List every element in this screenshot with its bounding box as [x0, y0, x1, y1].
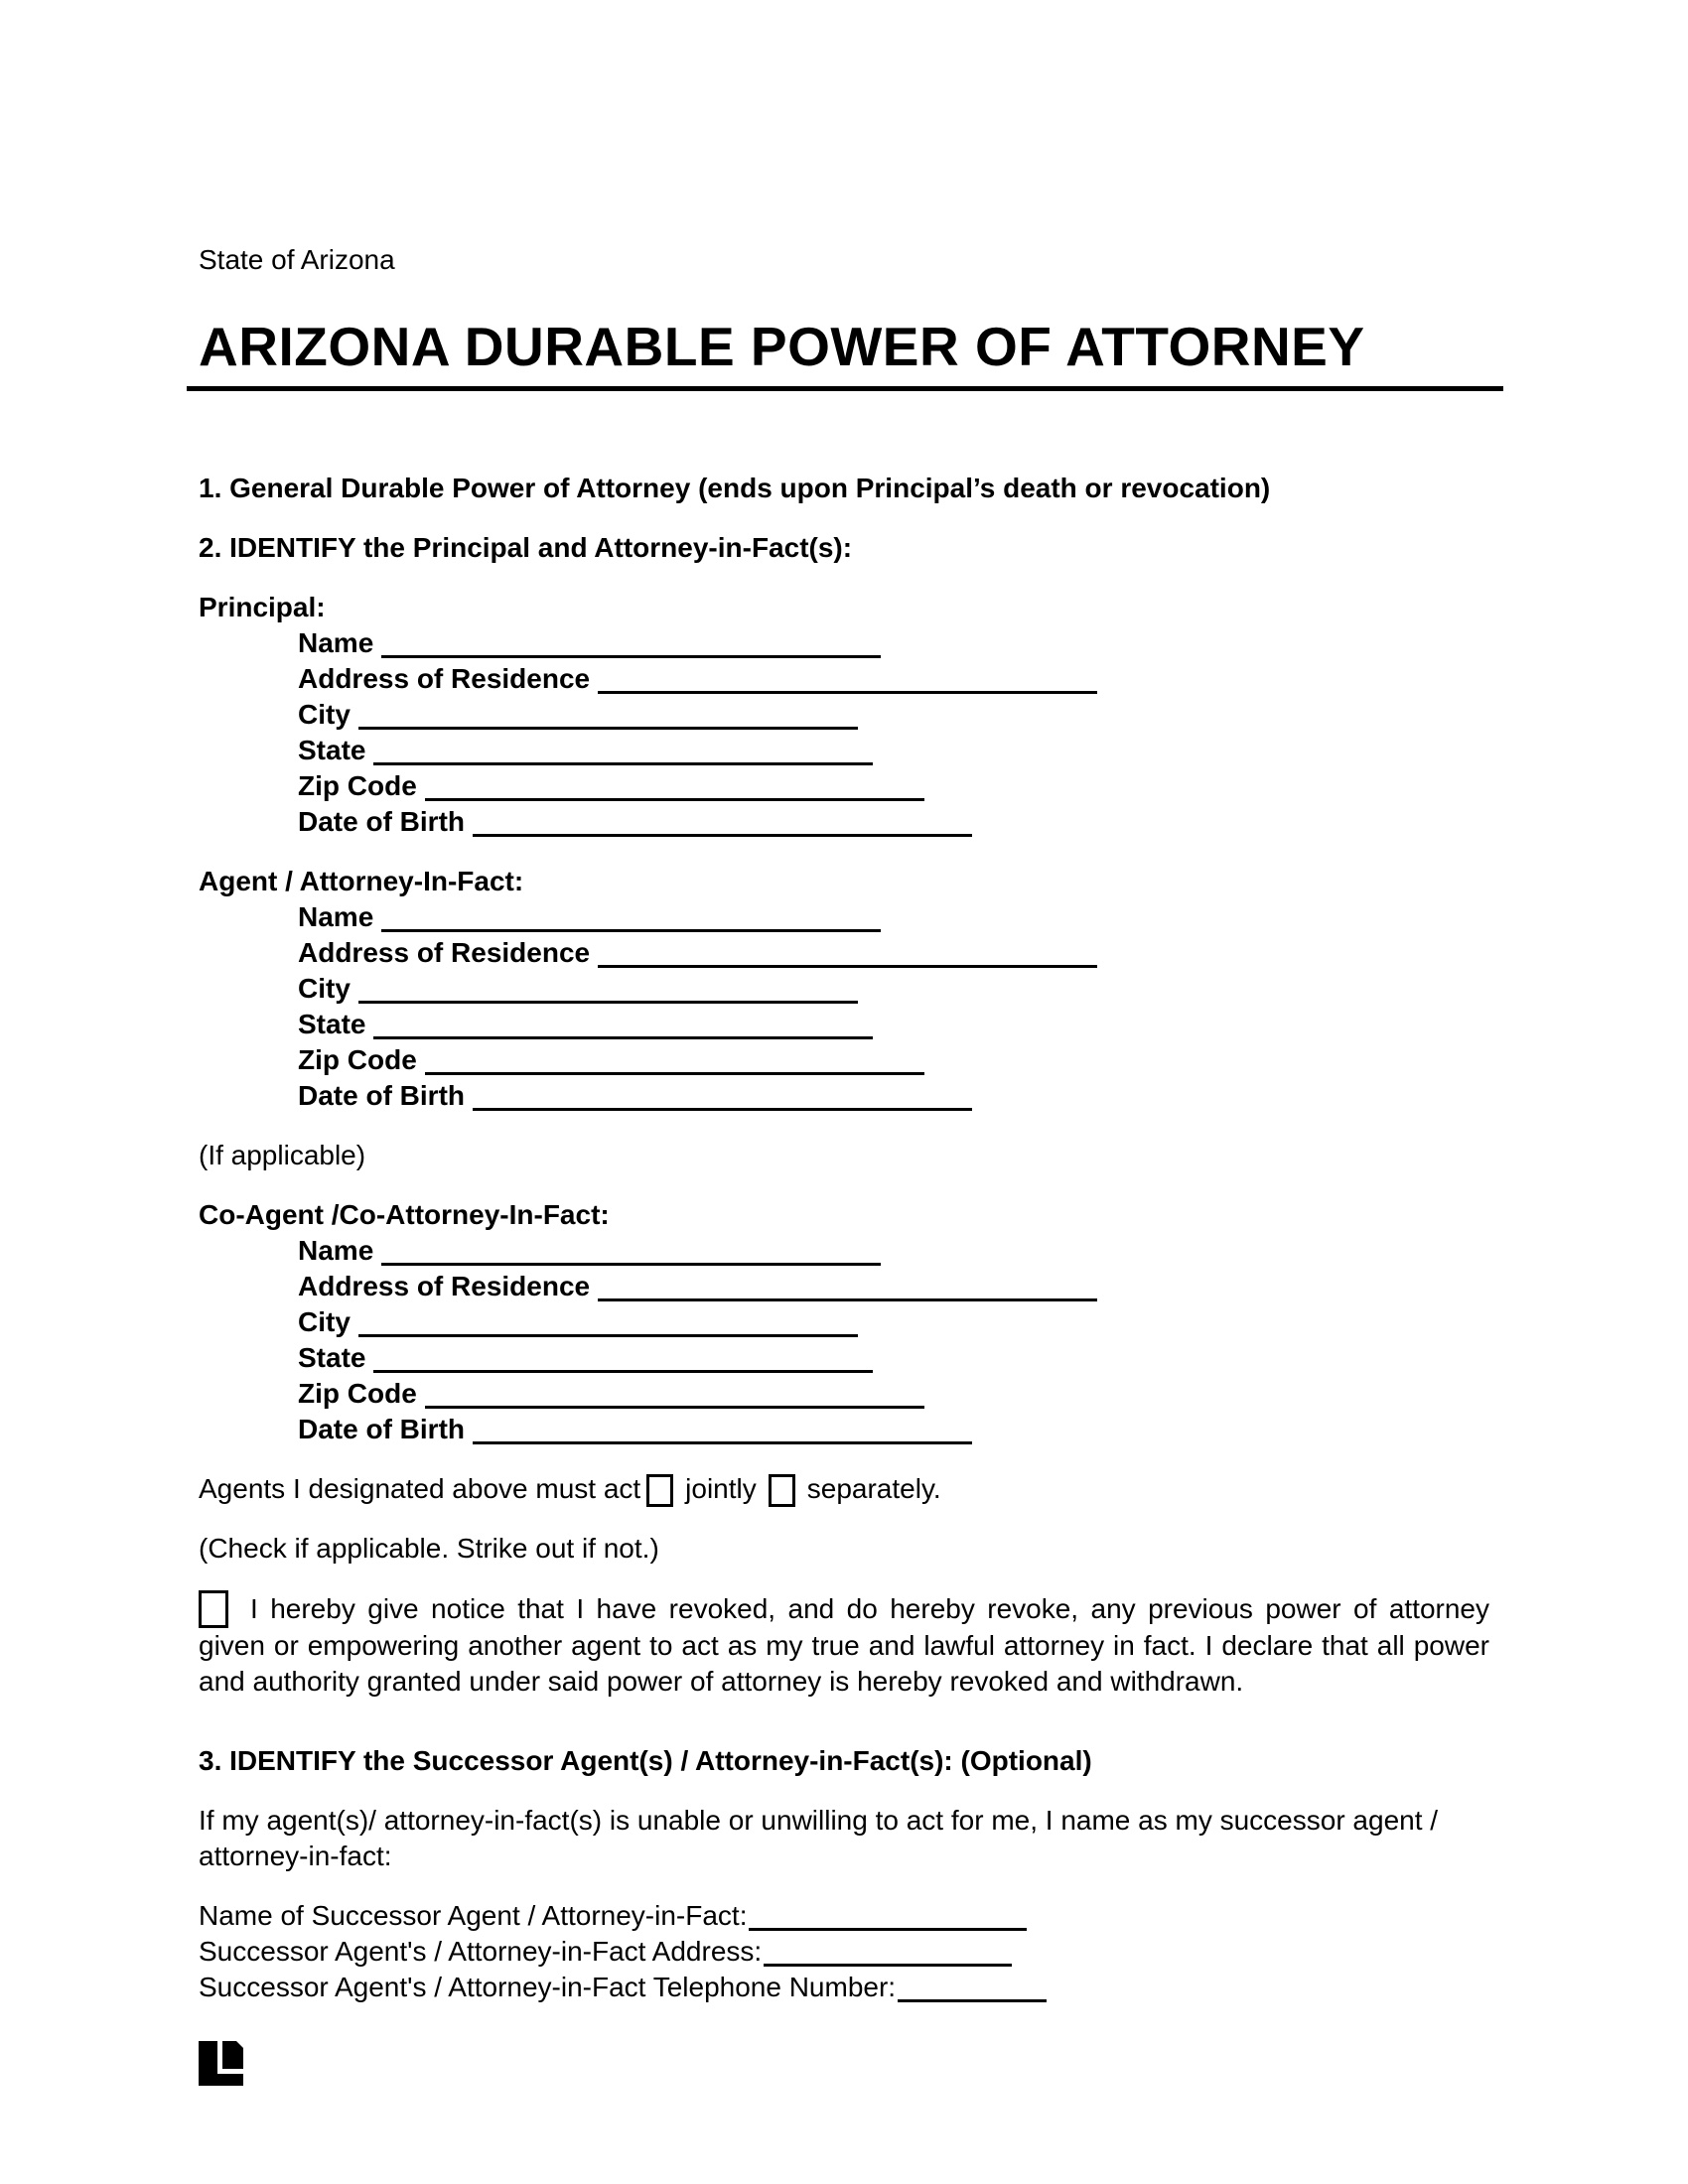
principal-city-row: [298, 697, 1489, 733]
principal-name-input-line[interactable]: [381, 647, 881, 658]
successor-address-label: Successor Agent's / Attorney-in-Fact Address:: [199, 1936, 763, 1967]
revocation-checkbox[interactable]: [199, 1590, 228, 1628]
successor-address-input-line[interactable]: [764, 1956, 1012, 1967]
agent-zip-label: Zip Code: [298, 1044, 417, 1075]
jointly-label: jointly: [685, 1473, 757, 1504]
principal-address-label: Address of Residence: [298, 663, 591, 694]
agent-city-row: [298, 971, 1489, 1007]
principal-city-input-line[interactable]: [358, 719, 858, 730]
successor-name-input-line[interactable]: [749, 1920, 1027, 1931]
section-1-heading: 1. General Durable Power of Attorney (ends upon Principal’s death or revocation): [199, 473, 1271, 503]
legal-templates-logo-icon: [199, 2041, 243, 2086]
agent-name-input-line[interactable]: [381, 921, 881, 932]
agent-zip-input-line[interactable]: [425, 1064, 924, 1075]
successor-name-row: [199, 1898, 1489, 1934]
document-title: ARIZONA DURABLE POWER OF ATTORNEY: [199, 316, 1365, 377]
co-agent-dob-label: Date of Birth: [298, 1414, 465, 1444]
successor-lines-block: [199, 1898, 1489, 2005]
co-agent-state-input-line[interactable]: [373, 1362, 873, 1373]
co-agent-state-label: State: [298, 1342, 366, 1373]
successor-address-row: [199, 1934, 1489, 1970]
co-agent-dob-row: [298, 1412, 1489, 1447]
logo-page-shape: [222, 2041, 243, 2069]
co-agent-block: [199, 1197, 1489, 1447]
section-3-heading: 3. IDENTIFY the Successor Agent(s) / Attorney-in-Fact(s): (Optional): [199, 1745, 1092, 1776]
successor-phone-label: Successor Agent's / Attorney-in-Fact Telephone Number:: [199, 1972, 897, 2002]
check-if-applicable-note: (Check if applicable. Strike out if not.): [199, 1533, 659, 1564]
co-agent-state-row: [298, 1340, 1489, 1376]
co-agent-city-label: City: [298, 1306, 351, 1337]
successor-intro: If my agent(s)/ attorney-in-fact(s) is unable or unwilling to act for me, I name as my successor agent / attorney-in-fact:: [199, 1805, 1439, 1871]
agents-act-prefix: Agents I designated above must act: [199, 1473, 641, 1504]
principal-name-label: Name: [298, 627, 374, 658]
successor-name-label: Name of Successor Agent / Attorney-in-Fact:: [199, 1900, 748, 1931]
agent-name-row: [298, 899, 1489, 935]
revocation-paragraph: [199, 1590, 1489, 1700]
agents-act-line: [199, 1471, 1489, 1507]
agent-zip-row: [298, 1042, 1489, 1078]
principal-block: [199, 590, 1489, 840]
agent-city-input-line[interactable]: [358, 993, 858, 1004]
principal-dob-label: Date of Birth: [298, 806, 465, 837]
principal-zip-label: Zip Code: [298, 770, 417, 801]
co-agent-zip-label: Zip Code: [298, 1378, 417, 1409]
principal-zip-row: [298, 768, 1489, 804]
agent-state-row: [298, 1007, 1489, 1042]
agent-address-input-line[interactable]: [598, 957, 1097, 968]
agent-dob-label: Date of Birth: [298, 1080, 465, 1111]
principal-heading: Principal:: [199, 592, 326, 622]
principal-dob-input-line[interactable]: [473, 826, 972, 837]
agent-dob-input-line[interactable]: [473, 1100, 972, 1111]
if-applicable-note: (If applicable): [199, 1140, 366, 1170]
principal-address-input-line[interactable]: [598, 683, 1097, 694]
separately-checkbox[interactable]: [769, 1474, 795, 1507]
principal-state-input-line[interactable]: [373, 754, 873, 765]
co-agent-heading: Co-Agent /Co-Attorney-In-Fact:: [199, 1199, 610, 1230]
principal-state-label: State: [298, 735, 366, 765]
agent-state-input-line[interactable]: [373, 1028, 873, 1039]
successor-phone-row: [199, 1970, 1489, 2005]
co-agent-name-row: [298, 1233, 1489, 1269]
state-note: State of Arizona: [199, 244, 395, 275]
principal-state-row: [298, 733, 1489, 768]
agent-dob-row: [298, 1078, 1489, 1114]
agent-heading: Agent / Attorney-In-Fact:: [199, 866, 524, 896]
co-agent-address-input-line[interactable]: [598, 1291, 1097, 1301]
agent-address-row: [298, 935, 1489, 971]
agent-city-label: City: [298, 973, 351, 1004]
title-underline-rule: [187, 386, 1503, 391]
co-agent-zip-input-line[interactable]: [425, 1398, 924, 1409]
principal-zip-input-line[interactable]: [425, 790, 924, 801]
co-agent-dob-input-line[interactable]: [473, 1433, 972, 1444]
agent-name-label: Name: [298, 901, 374, 932]
section-2-heading: 2. IDENTIFY the Principal and Attorney-in-Fact(s):: [199, 532, 853, 563]
co-agent-city-input-line[interactable]: [358, 1326, 858, 1337]
co-agent-zip-row: [298, 1376, 1489, 1412]
revocation-text: I hereby give notice that I have revoked, and do hereby revoke, any previous power of attorney given or empowering another agent to act as my true and lawful attorney in fact. I declare that all power and authority granted under said power of attorney is hereby revoked and withdrawn.: [199, 1593, 1489, 1697]
co-agent-address-label: Address of Residence: [298, 1271, 591, 1301]
co-agent-name-input-line[interactable]: [381, 1255, 881, 1266]
agent-address-label: Address of Residence: [298, 937, 591, 968]
jointly-checkbox[interactable]: [646, 1474, 673, 1507]
co-agent-address-row: [298, 1269, 1489, 1304]
principal-dob-row: [298, 804, 1489, 840]
agent-state-label: State: [298, 1009, 366, 1039]
agent-block: [199, 864, 1489, 1114]
separately-label: separately.: [806, 1473, 941, 1504]
principal-city-label: City: [298, 699, 351, 730]
successor-phone-input-line[interactable]: [898, 1991, 1047, 2002]
co-agent-city-row: [298, 1304, 1489, 1340]
co-agent-name-label: Name: [298, 1235, 374, 1266]
logo-l-horizontal-bar: [199, 2074, 243, 2086]
principal-name-row: [298, 625, 1489, 661]
principal-address-row: [298, 661, 1489, 697]
